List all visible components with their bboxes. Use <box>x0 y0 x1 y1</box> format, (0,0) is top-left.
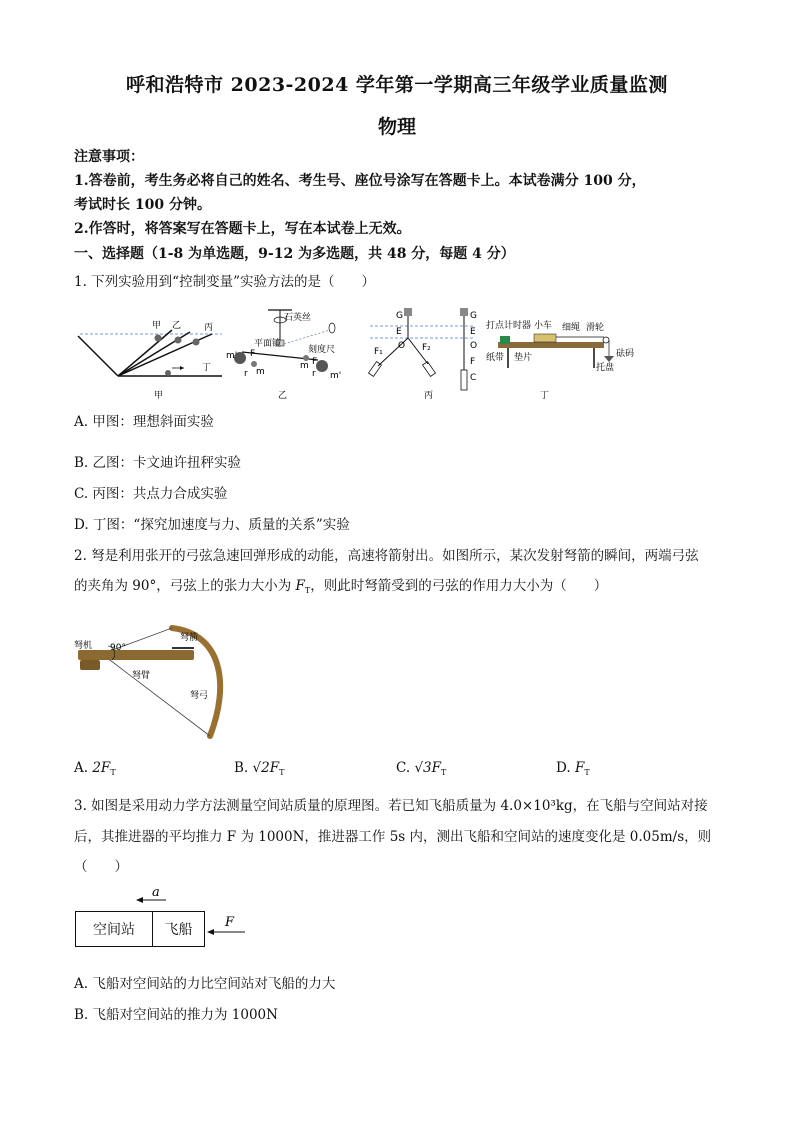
q2-option-c[interactable] <box>396 760 446 777</box>
spring-scale-3 <box>461 370 467 390</box>
q2-d-value: F <box>574 760 585 776</box>
q2-option-b[interactable] <box>234 760 284 777</box>
q1-option-d[interactable]: D. 丁图：“探究加速度与力、质量的关系”实验 <box>74 517 350 533</box>
label-f2: F₂ <box>422 343 431 353</box>
ball-bing <box>193 339 200 346</box>
q3-option-a[interactable]: A. 飞船对空间站的力比空间站对飞船的力大 <box>74 976 336 992</box>
label-stock: 弩臂 <box>132 671 151 681</box>
q2-d-sub: T <box>584 768 590 777</box>
label-tape: 纸带 <box>486 353 505 363</box>
q2-a-sub: T <box>110 768 116 777</box>
q2-stem-part2: ，则此时弩箭受到的弓弦的作用力大小为（ ） <box>310 578 608 594</box>
caption-bing: 丙 <box>424 391 434 401</box>
label-f1: F₁ <box>374 347 383 357</box>
q2-stem-part1: 的夹角为 90°，弓弦上的张力大小为 <box>74 578 296 594</box>
label-r1: r <box>244 369 248 379</box>
q2-ft-symbol: F <box>295 578 305 594</box>
spring-scale-1 <box>369 362 382 377</box>
section-1-heading: 一、选择题（1-8 为单选题，9-12 为多选题，共 48 分，每题 4 分） <box>74 246 515 262</box>
left-slope <box>78 336 118 376</box>
label-G1: G <box>396 311 403 321</box>
label-timer: 打点计时器 <box>486 321 532 331</box>
label-m1: m' <box>226 351 238 361</box>
q2-c-label: C. <box>396 760 411 776</box>
cart <box>534 334 556 342</box>
label-C: C <box>470 373 477 383</box>
label-F: F <box>470 357 476 367</box>
figure-yi <box>222 306 344 402</box>
label-O1: O <box>398 341 406 351</box>
figure-jia <box>72 316 232 402</box>
label-m4: m' <box>330 371 342 381</box>
label-jia: 甲 <box>152 321 162 331</box>
ball-jia <box>155 335 162 342</box>
timer <box>500 336 510 344</box>
exam-title: 呼和浩特市 2023-2024 学年第一学期高三年级学业质量监测 <box>126 74 668 96</box>
label-m2: m <box>256 367 265 377</box>
figure-crossbow <box>72 604 248 744</box>
track <box>498 342 604 348</box>
weight-tray <box>604 356 614 362</box>
label-F-force: F <box>225 915 235 930</box>
label-E1: E <box>396 327 402 337</box>
force-arrow <box>205 914 249 944</box>
q3-stem-line1: 3. 如图是采用动力学方法测量空间站质量的原理图。若已知飞船质量为 4.0×10³kg，在飞船与空间站对接 <box>74 798 708 814</box>
label-G2: G <box>470 311 477 321</box>
q2-stem-line2 <box>74 575 724 602</box>
box-spaceship: 飞船 <box>153 911 205 947</box>
q2-stem-line1: 2. 弩是利用张开的弓弦急速回弹形成的动能，高速将箭射出。如图所示，某次发射弩箭的瞬间，两端弓弦 <box>74 548 699 564</box>
peg-left <box>404 308 412 316</box>
lamp <box>329 323 335 333</box>
ball-ding <box>165 370 171 376</box>
q2-c-value: √3F <box>414 760 441 776</box>
slope-jia <box>118 330 172 376</box>
bow-limb <box>172 628 220 736</box>
q2-b-label: B. <box>234 760 249 776</box>
note-1a: 1.答卷前，考生务必将自己的姓名、考生号、座位号涂写在答题卡上。本试卷满分 100 分， <box>74 173 646 189</box>
label-F2: F <box>312 357 318 367</box>
label-tray: 托盘 <box>596 363 615 373</box>
label-mirror: 平面镜 <box>254 339 282 349</box>
spring-scale-2 <box>423 362 436 377</box>
q2-option-a[interactable] <box>74 760 116 777</box>
q2-a-value: 2F <box>92 760 111 776</box>
trigger-grip <box>80 660 100 670</box>
q2-a-label: A. <box>74 760 89 776</box>
subject-title: 物理 <box>377 116 416 138</box>
q2-c-sub: T <box>441 768 447 777</box>
caption-yi: 乙 <box>278 391 288 401</box>
label-F1: F <box>250 349 256 359</box>
q3-figure-boxes <box>75 911 205 947</box>
large-ball-right <box>316 360 328 372</box>
label-E2: E <box>470 327 476 337</box>
q3-stem-line2: 后，其推进器的平均推力 F 为 1000N，推进器工作 5s 内，测出飞船和空间站的速度变化是 0.05m/s，则 <box>74 829 712 845</box>
q2-b-sub: T <box>279 768 285 777</box>
q2-option-d[interactable] <box>556 760 590 777</box>
label-O2: O <box>470 341 478 351</box>
label-quartz: 石英丝 <box>284 313 312 323</box>
caption-ding: 丁 <box>540 391 550 401</box>
peg-right <box>460 308 468 316</box>
label-trigger: 弩机 <box>74 641 93 651</box>
crossbow-stock <box>78 650 194 660</box>
label-arrow: 弩箭 <box>180 633 199 643</box>
light-path <box>284 330 330 344</box>
caption-jia: 甲 <box>154 391 164 401</box>
label-ding: 丁 <box>202 363 212 373</box>
label-pulley: 滑轮 <box>586 323 605 333</box>
q3-option-b[interactable]: B. 飞船对空间站的推力为 1000N <box>74 1007 278 1023</box>
figure-ding <box>484 316 634 402</box>
q2-b-value: √2F <box>252 760 280 776</box>
pulley <box>603 337 609 343</box>
label-r2: r <box>312 369 316 379</box>
ball-yi <box>175 337 182 344</box>
box-space-station: 空间站 <box>75 911 153 947</box>
q3-stem-line3: （ ） <box>74 859 128 875</box>
q2-ft-subscript: T <box>304 586 311 595</box>
label-string: 细绳 <box>562 323 581 333</box>
note-1b: 考试时长 100 分钟。 <box>74 197 211 213</box>
note-2: 2.作答时，将答案写在答题卡上，写在本试卷上无效。 <box>74 221 411 237</box>
label-ruler: 刻度尺 <box>308 345 336 355</box>
label-m3: m <box>300 361 309 371</box>
label-bing: 丙 <box>204 323 214 333</box>
q2-d-label: D. <box>556 760 571 776</box>
q1-option-a[interactable]: A. 甲图：理想斜面实验 <box>74 414 214 430</box>
q1-option-b[interactable]: B. 乙图：卡文迪许扭秤实验 <box>74 455 242 471</box>
label-shim: 垫片 <box>514 353 533 363</box>
label-cart: 小车 <box>534 321 553 331</box>
acceleration-arrow <box>132 886 172 908</box>
label-a: a <box>152 886 160 900</box>
label-yi: 乙 <box>172 321 182 331</box>
arrow-head <box>180 366 184 370</box>
notes-heading: 注意事项： <box>74 149 144 165</box>
q1-stem: 1. 下列实验用到“控制变量”实验方法的是（ ） <box>74 274 375 290</box>
label-angle: 90° <box>110 643 126 653</box>
label-bow: 弩弓 <box>190 691 209 701</box>
q1-option-c[interactable]: C. 丙图：共点力合成实验 <box>74 486 228 502</box>
label-weights: 砝码 <box>616 349 634 359</box>
figure-bing <box>364 306 484 402</box>
